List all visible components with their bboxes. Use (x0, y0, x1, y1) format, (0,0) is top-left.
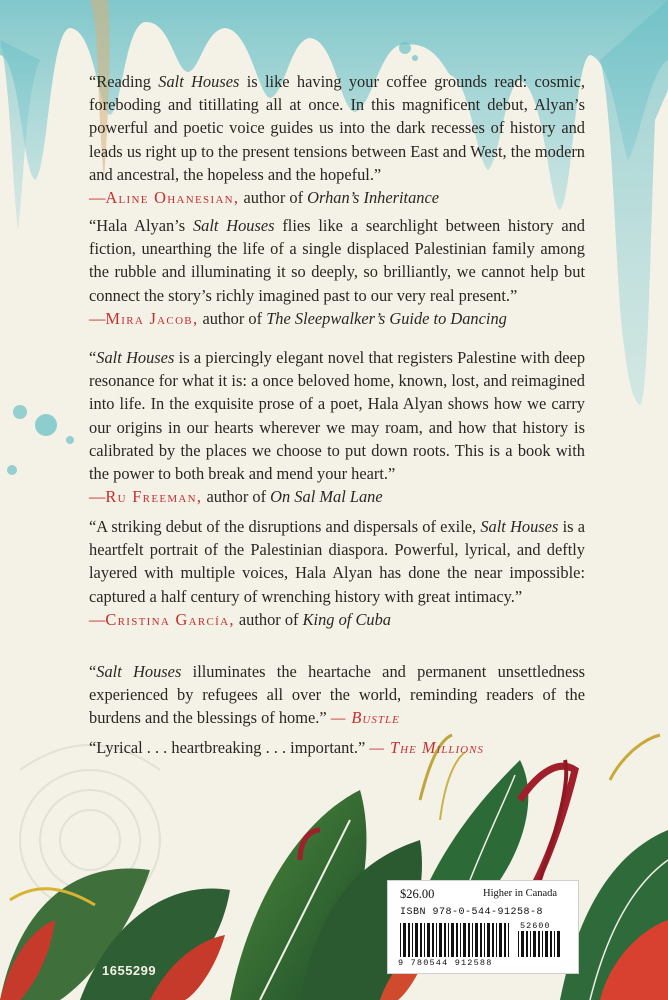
price: $26.00 (400, 887, 435, 901)
attribution-work: On Sal Mal Lane (270, 487, 383, 507)
attribution-author-of: author of (243, 188, 304, 208)
quote-text: “Lyrical . . . heartbreaking . . . important.” (89, 738, 366, 757)
attribution (89, 608, 585, 631)
blurb-ohanesian (89, 70, 585, 209)
quote-text: “Hala Alyan’s Salt Houses flies like a searchlight between history and fiction, unearthing the life of a single displaced Palestinian family among the rubble and illuminating it so deeply, so brilliantly, we cannot help but connect the story’s richly imagined past to our very real present.” (89, 216, 586, 305)
quote-text: “Reading Salt Houses is like having your coffee grounds read: cosmic, foreboding and titillating all at once. In this magnificent debut, Alyan’s powerful and poetic voice guides us into the dark recesses of history and leads us right up to the present tensions between East and West, the modern and ancestral, the hopeless and the hopeful.” (89, 72, 586, 184)
attribution-work: King of Cuba (302, 609, 391, 629)
attribution-name: Ru Freeman, (105, 487, 203, 507)
attribution-author-of: author of (206, 487, 267, 507)
barcode-addon-number: 52600 (520, 921, 551, 931)
price-note: Higher in Canada (483, 888, 558, 899)
quote-text: “Salt Houses illuminates the heartache and permanent unsettledness experienced by refugees all over the world, reminding readers of the burdens and the blessings of home.” — Bustle (89, 662, 586, 728)
blurb-jacob (89, 214, 585, 330)
attribution (89, 307, 585, 330)
attribution (89, 485, 585, 508)
attribution-dash: — (89, 308, 106, 328)
attribution-dash: — (89, 188, 106, 208)
attribution-work: The Sleepwalker’s Guide to Dancing (266, 308, 507, 328)
price-barcode-box (387, 880, 579, 974)
blurb-garcia (89, 515, 585, 631)
blurb-bustle (89, 660, 585, 730)
attribution-name: Mira Jacob, (105, 308, 199, 328)
attribution-name: Aline Ohanesian, (105, 188, 240, 208)
barcode-main (400, 923, 512, 957)
quote-text: “A striking debut of the disruptions and dispersals of exile, Salt Houses is a heartfelt portrait of the Palestinian diaspora. Powerful, lyrical, and deftly layered with multiple voices, Hala Alyan has done the near impossible: captured a half century of wrenching history with great intimacy.” (89, 517, 585, 606)
inventory-stamp: 1655299 (102, 963, 157, 978)
attribution-work: Orhan’s Inheritance (307, 188, 440, 208)
attribution-source: — The Millions (369, 738, 484, 757)
attribution-dash: — (89, 609, 106, 629)
attribution-name: Cristina García, (105, 609, 235, 629)
blurb-freeman (89, 346, 585, 508)
attribution-author-of: author of (202, 308, 263, 328)
barcode-addon (518, 931, 564, 957)
attribution-author-of: author of (238, 609, 299, 629)
isbn: ISBN 978-0-544-91258-8 (400, 907, 544, 918)
quote-text: “Salt Houses is a piercingly elegant novel that registers Palestine with deep resonance for what it is: a once beloved home, known, lost, and reimagined into life. In the exquisite prose of a poet, Hala Alyan shows how we carry our origins in our hearts wherever we may roam, and how that history is calibrated by the places we choose to put down roots. This is a book with the power to both break and mend your heart.” (89, 348, 586, 484)
attribution-dash: — (89, 487, 106, 507)
blurb-millions (89, 738, 484, 758)
barcode-number: 9 780544 912588 (398, 958, 493, 968)
attribution (89, 186, 585, 209)
